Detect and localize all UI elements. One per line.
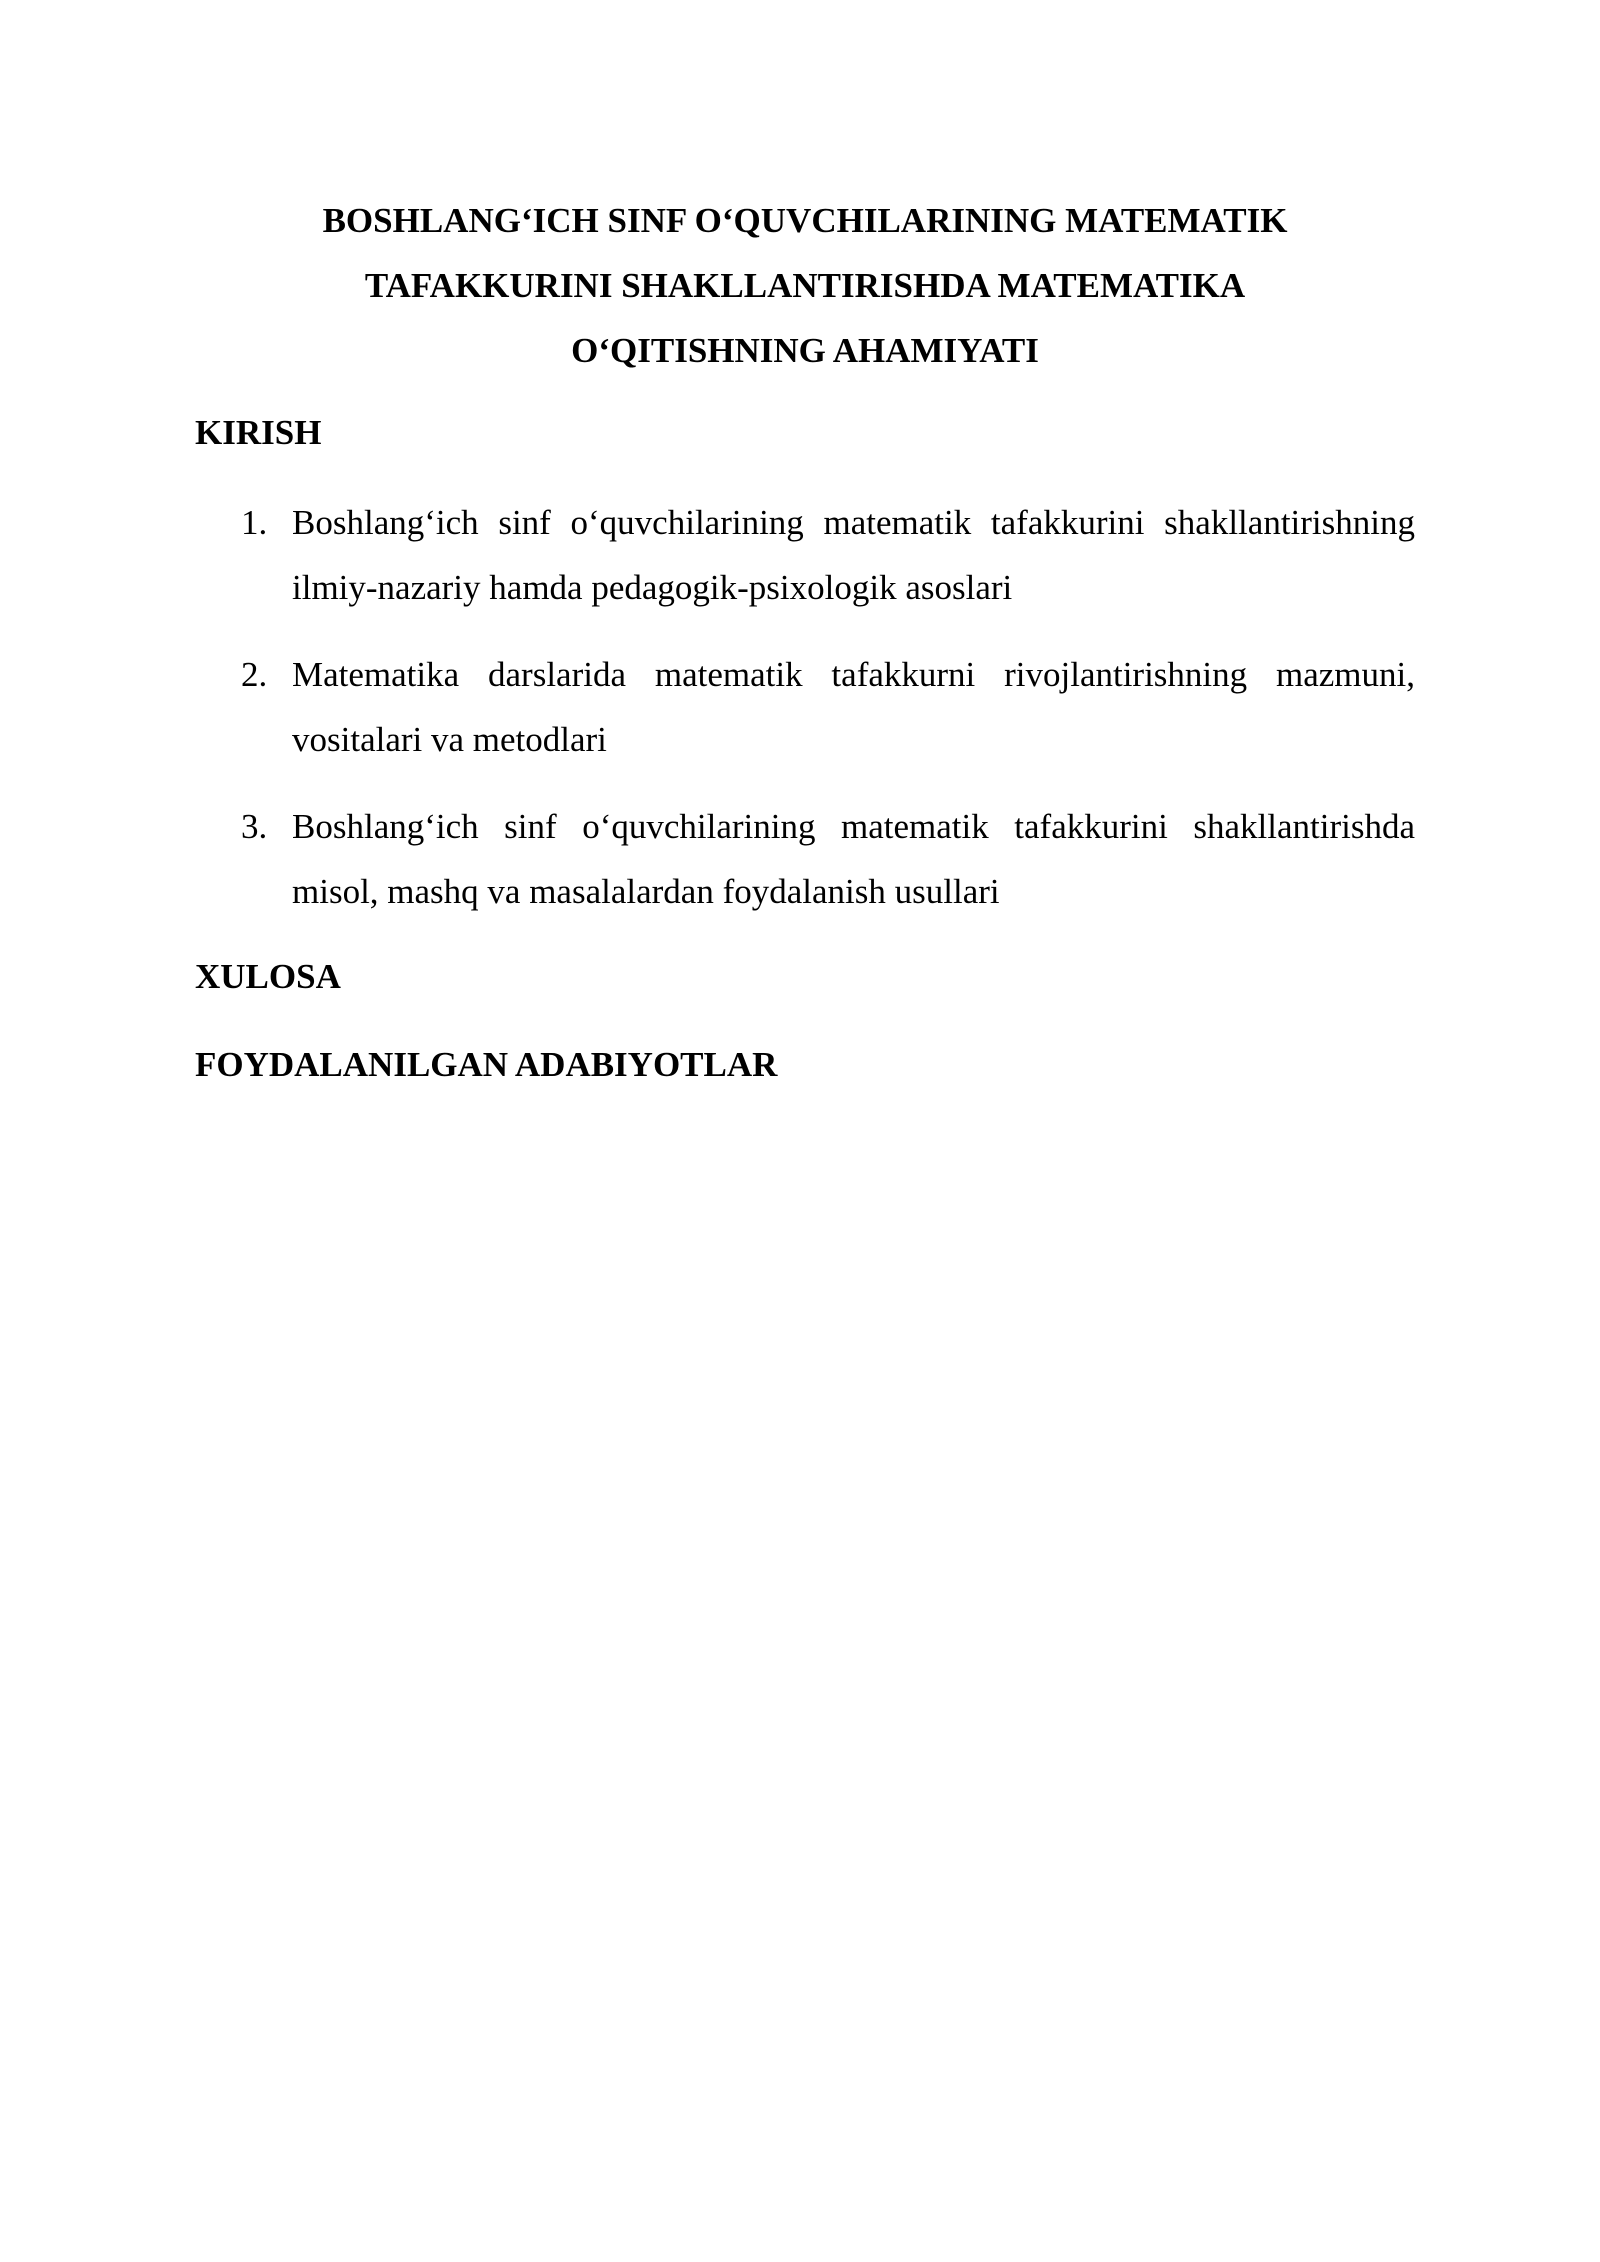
- list-item: [195, 794, 1415, 924]
- intro-heading: KIRISH: [195, 413, 322, 452]
- list-item-number: 2.: [241, 655, 268, 694]
- list-item-text: Boshlang‘ich sinf o‘quvchilarining matematik tafakkurini shakllantirishda misol, mashq va masalalardan foydalanish usullari: [292, 807, 1415, 911]
- list-item-number: 3.: [241, 807, 268, 846]
- list-item: [195, 490, 1415, 620]
- contents-list: [195, 490, 1415, 946]
- conclusion-heading: XULOSA: [195, 957, 341, 996]
- list-item: [195, 642, 1415, 772]
- title-line: TAFAKKURINI SHAKLLANTIRISHDA MATEMATIKA: [364, 266, 1246, 305]
- title-line: BOSHLANG‘ICH SINF O‘QUVCHILARINING MATEMATIK: [322, 201, 1288, 240]
- list-item-number: 1.: [241, 503, 268, 542]
- list-item-text: Boshlang‘ich sinf o‘quvchilarining matematik tafakkurini shakllantirishning ilmiy-nazariy hamda pedagogik-psixologik asoslari: [292, 503, 1415, 607]
- document-title: [195, 188, 1415, 383]
- list-item-text: Matematika darslarida matematik tafakkurni rivojlantirishning mazmuni, vositalari va metodlari: [292, 655, 1415, 759]
- references-heading: FOYDALANILGAN ADABIYOTLAR: [195, 1045, 778, 1084]
- title-line: O‘QITISHNING AHAMIYATI: [571, 331, 1039, 370]
